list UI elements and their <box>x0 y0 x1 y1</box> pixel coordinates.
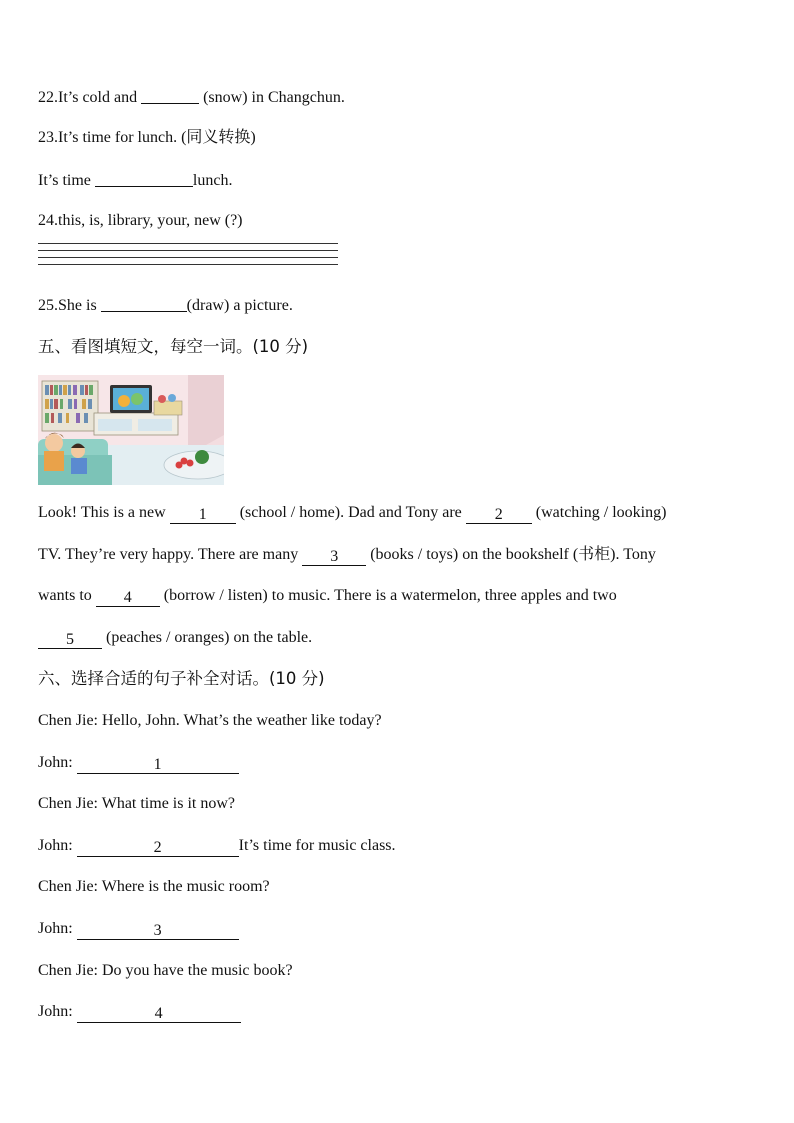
passage-blank-4[interactable]: 4 <box>96 590 160 607</box>
answer-line <box>38 257 338 258</box>
passage-line-1: Look! This is a new 1 (school / home). Dad and Tony are 2 (watching / looking) <box>38 504 667 523</box>
dialogue-blank-4[interactable]: 4 <box>77 1006 241 1023</box>
answer-line <box>38 243 338 244</box>
question-25: 25.She is (draw) a picture. <box>38 297 293 314</box>
passage-blank-1[interactable]: 1 <box>170 507 236 524</box>
answer-line <box>38 264 338 265</box>
dialogue-line-7: Chen Jie: Do you have the music book? <box>38 962 293 979</box>
question-23-rewrite: It’s time lunch. <box>38 172 233 189</box>
dialogue-blank-1[interactable]: 1 <box>77 757 239 774</box>
q23-blank[interactable] <box>95 170 193 187</box>
passage-blank-3[interactable]: 3 <box>302 549 366 566</box>
section-6-heading: 六、选择合适的句子补全对话。(10 分) <box>38 669 325 688</box>
q24-answer-lines[interactable] <box>38 243 338 271</box>
dialogue-line-1: Chen Jie: Hello, John. What’s the weather like today? <box>38 712 382 729</box>
passage-blank-2[interactable]: 2 <box>466 507 532 524</box>
dialogue-line-2: John: 1 <box>38 753 239 774</box>
question-24: 24.this, is, library, your, new (?) <box>38 212 243 229</box>
answer-line <box>38 250 338 251</box>
q25-blank[interactable] <box>101 295 187 312</box>
q22-blank[interactable] <box>141 87 199 104</box>
passage-line-4: 5 (peaches / oranges) on the table. <box>38 628 312 649</box>
question-22: 22.It’s cold and (snow) in Changchun. <box>38 89 345 106</box>
dialogue-line-8: John: 4 <box>38 1002 241 1023</box>
dialogue-blank-2[interactable]: 2 <box>77 840 239 857</box>
passage-blank-5[interactable]: 5 <box>38 632 102 649</box>
dialogue-line-4: John: 2 It’s time for music class. <box>38 837 396 856</box>
living-room-picture <box>38 375 224 485</box>
question-23: 23.It’s time for lunch. (同义转换) <box>38 129 256 146</box>
dialogue-line-6: John: 3 <box>38 919 239 940</box>
dialogue-blank-3[interactable]: 3 <box>77 923 239 940</box>
dialogue-line-3: Chen Jie: What time is it now? <box>38 795 236 812</box>
passage-line-3: wants to 4 (borrow / listen) to music. There is a watermelon, three apples and two <box>38 587 617 606</box>
dialogue-line-5: Chen Jie: Where is the music room? <box>38 878 270 895</box>
section-5-heading: 五、看图填短文，每空一词。(10 分) <box>38 337 309 356</box>
passage-line-2: TV. They’re very happy. There are many 3 (books / toys) on the bookshelf (书柜). Tony <box>38 546 656 565</box>
